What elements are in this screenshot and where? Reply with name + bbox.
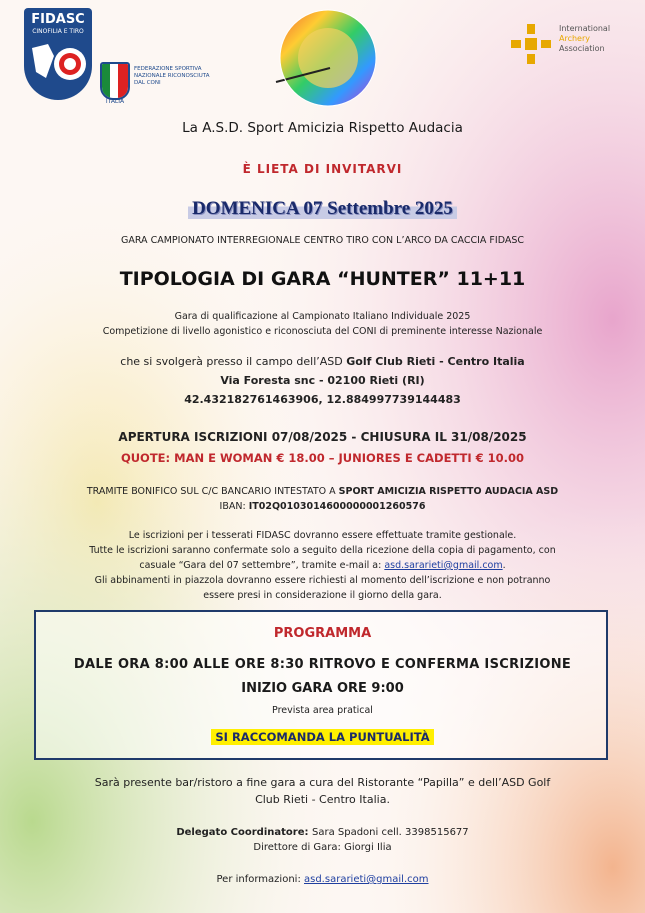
program-start: INIZIO GARA ORE 9:00 [241,681,404,696]
director-line: Direttore di Gara: Giorgi Ilia [253,842,392,853]
qualification-line: Gara di qualificazione al Campionato Italiano Individuale 2025 [174,311,471,322]
event-date: DOMENICA 07 Settembre 2025 [0,198,645,220]
registration-fees: QUOTE: MAN E WOMAN € 18.00 – JUNIORES E CADETTI € 10.00 [120,451,525,465]
info-email-link[interactable]: asd.sararieti@gmail.com [304,874,429,885]
invite-line: È LIETA DI INVITARVI [242,162,403,176]
competition-type: TIPOLOGIA DI GARA “HUNTER” 11+11 [119,268,526,290]
dog-target-icon [24,8,92,100]
venue-address: Via Foresta snc - 02100 Rieti (RI) [220,374,425,387]
iban-line: IBAN: IT02Q0103014600000001260576 [219,501,426,512]
venue-line: che si svolgerà presso il campo dell’ASD Golf Club Rieti - Centro Italia [120,355,525,368]
registration-note: Tutte le iscrizioni saranno confermate solo a seguito della ricezione della copia di pagamento, con [89,545,556,556]
bar-notice: Club Rieti - Centro Italia. [255,793,390,806]
info-line: Per informazioni: asd.sararieti@gmail.com [216,874,429,885]
program-schedule: DALE ORA 8:00 ALLE ORE 8:30 RITROVO E CONFERMA ISCRIZIONE [73,657,572,672]
registration-note: Gli abbinamenti in piazzola dovranno essere richiesti al momento dell’iscrizione e non potranno [94,575,551,586]
punctuality-notice: SI RACCOMANDA LA PUNTUALITÀ [0,730,645,744]
registration-note: casuale “Gara del 07 settembre”, tramite e-mail a: asd.sararieti@gmail.com. [139,560,506,571]
sara-logo [270,8,382,110]
venue-coordinates: 42.432182761463906, 12.884997739144483 [184,393,461,406]
registration-note: Le iscrizioni per i tesserati FIDASC dovranno essere effettuate tramite gestionale. [128,530,517,541]
program-title: PROGRAMMA [273,626,372,641]
registration-note: essere presi in considerazione il giorno della gara. [203,590,442,601]
registration-email-link[interactable]: asd.sararieti@gmail.com [384,560,503,571]
championship-line: GARA CAMPIONATO INTERREGIONALE CENTRO TIRO CON L’ARCO DA CACCIA FIDASC [120,235,525,246]
association-name: La A.S.D. Sport Amicizia Rispetto Audacia [182,120,463,136]
iaa-star-icon [509,22,553,66]
registration-dates: APERTURA ISCRIZIONI 07/08/2025 - CHIUSURA IL 31/08/2025 [118,430,527,444]
program-practice-area: Prevista area pratical [272,705,373,716]
fidasc-logo: FIDASC CINOFILIA E TIRO [24,8,94,108]
bar-notice: Sarà presente bar/ristoro a fine gara a cura del Ristorante “Papilla” e dell’ASD Golf [94,776,551,789]
bank-transfer-line: TRAMITE BONIFICO SUL C/C BANCARIO INTESTATO A SPORT AMICIZIA RISPETTO AUDACIA ASD [86,486,559,497]
competition-line: Competizione di livello agonistico e riconosciuta del CONI di preminente interesse Nazionale [102,326,543,337]
italia-logo: ITALIA FEDERAZIONE SPORTIVA NAZIONALE RICONOSCIUTA DAL CONI [100,62,210,112]
delegate-line: Delegato Coordinatore: Sara Spadoni cell. 3398515677 [176,827,469,838]
iaa-logo: International Archery Association [505,22,635,72]
